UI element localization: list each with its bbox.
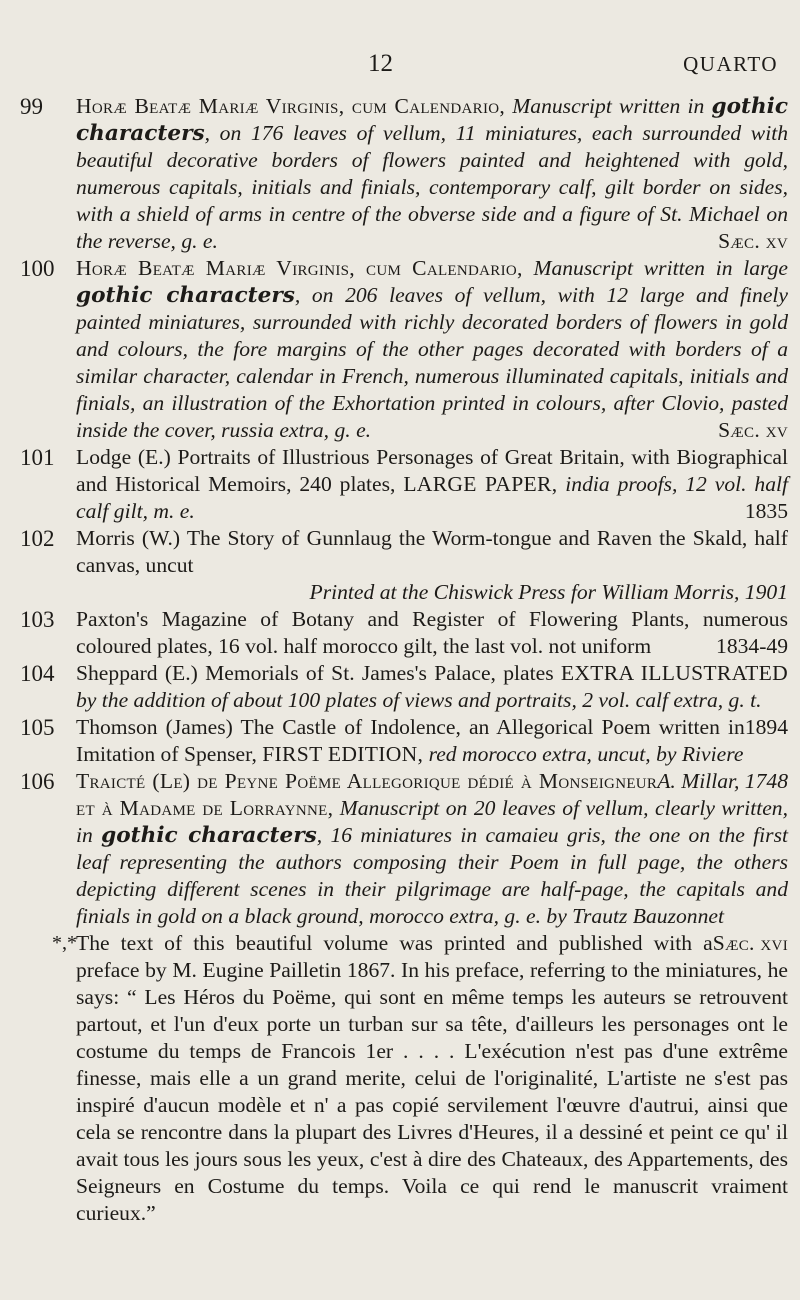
lot-list <box>0 93 800 1227</box>
lot-number: 104 <box>20 661 55 686</box>
running-head <box>0 50 800 82</box>
lot-caps: FIRST EDITION, <box>262 742 424 766</box>
lot-text-cont: india proofs, 12 vol. half calf gilt, m. e. <box>76 472 788 523</box>
lot-number: 102 <box>20 526 55 551</box>
lot-date: Sæc. xv <box>718 418 788 442</box>
lot-description <box>76 714 788 793</box>
lot-text-cont: red morocco extra, uncut, by Riviere <box>423 742 744 766</box>
asterism-icon: *,* <box>52 932 77 954</box>
lot-date: 1894 <box>744 715 788 739</box>
lot-caps: EXTRA ILLUSTRATED <box>560 661 788 685</box>
lot-entry <box>0 444 800 525</box>
note-text: The text of this beautiful volume was printed and published with a preface by M. Eugine Pailletin 1867. In his preface, referring to the miniatures, he says: “ Les Héros du Poëme, qui sont en même temps les auteurs se retrouvent partout, et l'un d'eux porte un turban sur sa tête, d'ailleurs les personages ont le costume du temps de Francois 1er . . . . L'exécution n'est pas d'une extrême finesse, mais elle a un grand merite, celui de l'originalité, L'artiste ne s'est pas inspiré d'aucun modèle et n' a pas copié servilement l'œuvre d'autrui, ainsi que cela se rencontre dans la plupart des Livres d'Heures, il a dessiné et peint ce qu' il avait tous les jours sous les yeux, c'est à dire des Chateaux, des Appartements, des Seigneurs en Costume du temps. Voila ce qui rend le manuscrit vraiment curieux.” <box>76 931 788 1225</box>
lot-text-cont: , on 176 leaves of vellum, 11 miniatures, each surrounded with beautiful decorative borders of flowers painted and heightened with gold, numerous capitals, initials and finials, contemporary calf, gilt border on sides, with a shield of arms in centre of the obverse side and a figure of St. Michael on the reverse, g. e. <box>76 121 788 253</box>
lot-description <box>76 444 788 525</box>
lot-text: Paxton's Magazine of Botany and Register of Flowering Plants, numerous coloured plates, 16 vol. half morocco gilt, the last vol. not uniform <box>76 607 788 658</box>
lot-entry <box>0 525 800 606</box>
lot-description <box>76 768 788 955</box>
lot-text: Manuscript on 20 leaves of vellum, clearly written, in <box>76 796 788 847</box>
lot-number: 99 <box>20 94 43 119</box>
lot-description <box>76 606 788 660</box>
lot-text: Morris (W.) The Story of Gunnlaug the Worm-tongue and Raven the Skald, half canvas, uncut <box>76 526 788 577</box>
lot-title: Horæ Beatæ Mariæ Virginis, cum Calendario, <box>76 94 506 118</box>
lot-gothic: gothic characters <box>101 823 317 848</box>
lot-note <box>52 930 788 1227</box>
lot-title: Traicté (Le) de Peyne Poëme Allegorique dédié à Monseigneur et à Madame de Lorraynne, <box>76 769 658 820</box>
lot-description <box>76 660 788 739</box>
lot-text-cont: , on 206 leaves of vellum, with 12 large and finely painted miniatures, surrounded with richly decorated borders of flowers in gold and colours, the fore margins of the other pages decorated with borders of a similar character, calendar in French, numerous illuminated capitals, initials and finials, an illustration of the Exhortation printed in colours, after Clovio, pasted inside the cover, russia extra, g. e. <box>76 283 789 442</box>
lot-text: Manuscript written in <box>505 94 712 118</box>
page-number: 12 <box>368 50 393 77</box>
lot-date: 1834-49 <box>716 634 788 658</box>
lot-number: 106 <box>20 769 55 794</box>
lot-date: 1835 <box>744 499 788 523</box>
lot-entry <box>0 768 800 955</box>
lot-gothic: gothic characters <box>76 283 295 308</box>
lot-date: Sæc. xvi <box>712 931 788 955</box>
section-title: QUARTO <box>683 52 778 76</box>
lot-entry <box>0 93 800 255</box>
lot-text: Sheppard (E.) Memorials of St. James's Palace, plates <box>76 661 561 685</box>
lot-text: Manuscript written in large <box>522 256 789 280</box>
lot-text: Lodge (E.) Portraits of Illustrious Personages of Great Britain, with Biographical and Historical Memoirs, 240 plates, <box>76 445 788 496</box>
lot-date: A. Millar, 1748 <box>657 769 788 793</box>
lot-text-cont: , 16 miniatures in camaieu gris, the one on the first leaf representing the authors composing their Poem in full page, the others depicting different scenes in their pilgrimage are half-page, the capitals and finials in gold on a black ground, morocco extra, g. e. by Trautz Bauzonnet <box>76 823 788 928</box>
lot-text-cont: by the addition of about 100 plates of views and portraits, 2 vol. calf extra, g. t. <box>76 688 762 712</box>
lot-entry <box>0 606 800 660</box>
lot-entry <box>0 255 800 444</box>
lot-date: Sæc. xv <box>718 229 788 253</box>
lot-number: 103 <box>20 607 55 632</box>
lot-description <box>76 525 788 606</box>
lot-title: Horæ Beatæ Mariæ Virginis, cum Calendario, <box>76 256 523 280</box>
lot-number: 105 <box>20 715 55 740</box>
lot-number: 101 <box>20 445 55 470</box>
lot-number: 100 <box>20 256 55 281</box>
lot-description <box>76 255 788 444</box>
lot-description <box>76 93 788 255</box>
lot-imprint: Printed at the Chiswick Press for William Morris, 1901 <box>309 580 788 604</box>
lot-text: Thomson (James) The Castle of Indolence, an Allegorical Poem written in Imitation of Spenser, <box>76 715 745 766</box>
lot-caps: LARGE PAPER, <box>403 472 558 496</box>
lot-gothic: gothic characters <box>76 94 788 146</box>
